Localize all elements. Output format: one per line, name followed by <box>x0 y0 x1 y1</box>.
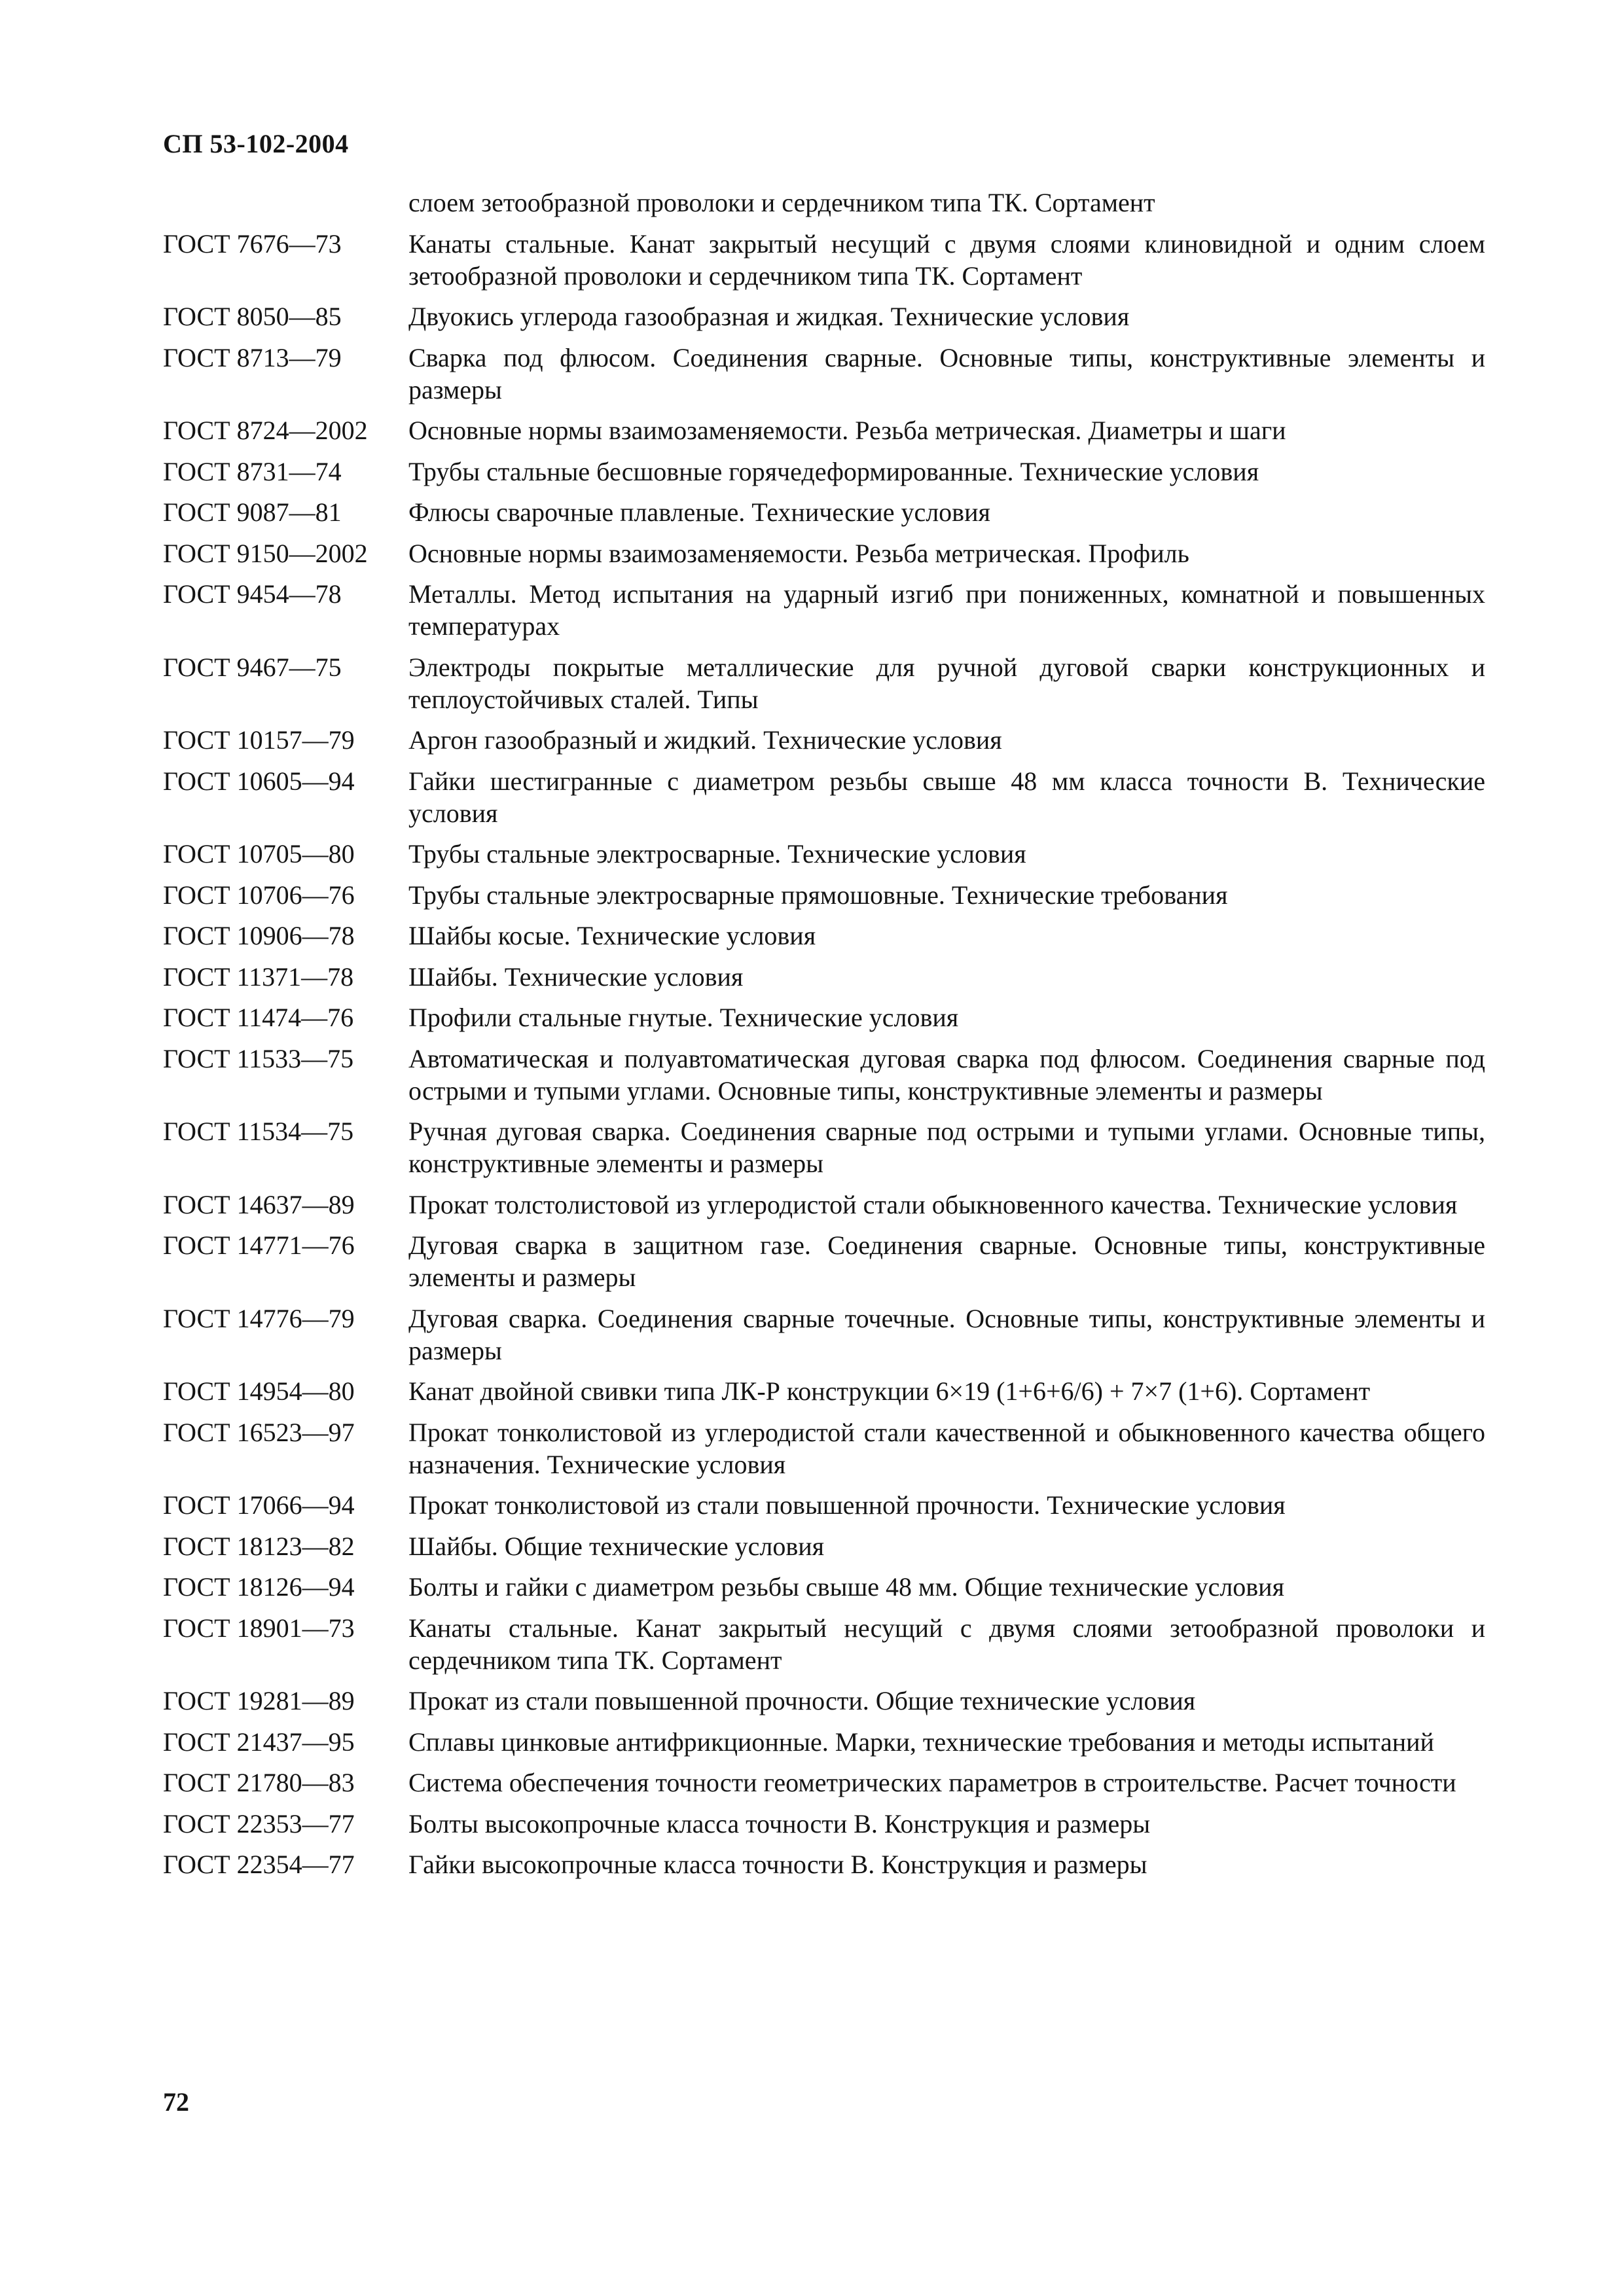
reference-title: Трубы стальные электросварные. Технические условия <box>408 839 1026 869</box>
reference-code: ГОСТ 10706—76 <box>163 880 355 910</box>
reference-row <box>163 414 1485 446</box>
reference-row <box>163 1685 1485 1717</box>
reference-code: ГОСТ 22353—77 <box>163 1808 355 1839</box>
reference-code: ГОСТ 9150—2002 <box>163 538 368 568</box>
reference-title: Дуговая сварка в защитном газе. Соединения сварные. Основные типы, конструктивные элементы и размеры <box>408 1230 1485 1292</box>
reference-code: ГОСТ 9087—81 <box>163 497 342 527</box>
reference-row <box>163 537 1485 569</box>
reference-code: ГОСТ 18123—82 <box>163 1531 355 1561</box>
reference-code: ГОСТ 7676—73 <box>163 228 342 259</box>
reference-row <box>163 1571 1485 1603</box>
reference-code: ГОСТ 11474—76 <box>163 1003 354 1032</box>
reference-title: Двуокись углерода газообразная и жидкая. Технические условия <box>408 302 1130 331</box>
reference-title: Канаты стальные. Канат закрытый несущий с двумя слоями клиновидной и одним слоем зетообразной проволоки и сердечником типа ТК. Сортамент <box>408 228 1485 291</box>
reference-title: Шайбы. Общие технические условия <box>408 1531 825 1561</box>
continuation-row <box>163 187 1485 219</box>
reference-row <box>163 1302 1485 1367</box>
reference-code: ГОСТ 11534—75 <box>163 1117 354 1146</box>
reference-row <box>163 765 1485 829</box>
reference-code: ГОСТ 8724—2002 <box>163 416 368 445</box>
reference-title: Канаты стальные. Канат закрытый несущий с двумя слоями зетообразной проволоки и сердечником типа ТК. Сортамент <box>408 1613 1485 1675</box>
references-list <box>163 187 1485 1890</box>
reference-row <box>163 228 1485 292</box>
reference-row <box>163 1489 1485 1521</box>
reference-row <box>163 496 1485 528</box>
reference-row <box>163 456 1485 488</box>
reference-row <box>163 724 1485 756</box>
reference-title: Дуговая сварка. Соединения сварные точечные. Основные типы, конструктивные элементы и размеры <box>408 1303 1485 1365</box>
reference-row <box>163 1530 1485 1562</box>
reference-code: ГОСТ 18901—73 <box>163 1613 355 1643</box>
reference-code: ГОСТ 17066—94 <box>163 1490 355 1520</box>
reference-row <box>163 961 1485 993</box>
reference-title: Прокат толстолистовой из углеродистой стали обыкновенного качества. Технические условия <box>408 1189 1458 1219</box>
reference-title: Прокат тонколистовой из углеродистой стали качественной и обыкновенного качества общего назначения. Технические условия <box>408 1417 1485 1479</box>
reference-row <box>163 1043 1485 1107</box>
document-code-header: СП 53-102-2004 <box>163 129 349 158</box>
reference-code: ГОСТ 8050—85 <box>163 302 342 331</box>
reference-code: ГОСТ 10705—80 <box>163 839 355 869</box>
reference-row <box>163 1001 1485 1033</box>
reference-title: Металлы. Метод испытания на ударный изгиб при пониженных, комнатной и повышенных температурах <box>408 579 1485 641</box>
reference-code: ГОСТ 19281—89 <box>163 1686 355 1715</box>
reference-code: ГОСТ 22354—77 <box>163 1850 355 1879</box>
reference-code: ГОСТ 18126—94 <box>163 1572 355 1602</box>
reference-row <box>163 838 1485 870</box>
reference-title: Прокат тонколистовой из стали повышенной прочности. Технические условия <box>408 1490 1286 1520</box>
reference-row <box>163 1416 1485 1480</box>
reference-row <box>163 1808 1485 1840</box>
reference-code: ГОСТ 14954—80 <box>163 1376 355 1406</box>
reference-title: Болты и гайки с диаметром резьбы свыше 48 мм. Общие технические условия <box>408 1572 1284 1602</box>
reference-code: ГОСТ 11371—78 <box>163 961 354 992</box>
reference-title: Сплавы цинковые антифрикционные. Марки, технические требования и методы испытаний <box>408 1727 1434 1757</box>
reference-row <box>163 920 1485 952</box>
reference-code: ГОСТ 9467—75 <box>163 652 342 682</box>
reference-row <box>163 300 1485 332</box>
reference-row <box>163 1189 1485 1221</box>
reference-title: Флюсы сварочные плавленые. Технические условия <box>408 497 990 527</box>
continuation-text: слоем зетообразной проволоки и сердечником типа ТК. Сортамент <box>408 188 1155 217</box>
reference-code: ГОСТ 10605—94 <box>163 766 355 796</box>
reference-code: ГОСТ 9454—78 <box>163 579 342 609</box>
reference-title: Шайбы. Технические условия <box>408 961 744 992</box>
reference-title: Прокат из стали повышенной прочности. Общие технические условия <box>408 1686 1196 1715</box>
reference-row <box>163 342 1485 406</box>
reference-code: ГОСТ 21780—83 <box>163 1768 355 1797</box>
reference-row <box>163 1375 1485 1407</box>
reference-code: ГОСТ 14637—89 <box>163 1189 355 1219</box>
reference-title: Трубы стальные бесшовные горячедеформированные. Технические условия <box>408 456 1259 486</box>
reference-code: ГОСТ 21437—95 <box>163 1727 355 1757</box>
reference-row <box>163 1848 1485 1880</box>
reference-title: Гайки шестигранные с диаметром резьбы свыше 48 мм класса точности В. Технические условия <box>408 766 1485 828</box>
reference-row <box>163 578 1485 642</box>
reference-title: Аргон газообразный и жидкий. Технические условия <box>408 725 1002 755</box>
reference-title: Система обеспечения точности геометрических параметров в строительстве. Расчет точности <box>408 1768 1456 1797</box>
reference-row <box>163 1726 1485 1758</box>
reference-row <box>163 651 1485 715</box>
reference-code: ГОСТ 14776—79 <box>163 1303 355 1333</box>
reference-title: Трубы стальные электросварные прямошовные. Технические требования <box>408 880 1228 910</box>
reference-title: Автоматическая и полуавтоматическая дуговая сварка под флюсом. Соединения сварные под острыми и тупыми углами. Основные типы, конструктивные элементы и размеры <box>408 1043 1485 1105</box>
reference-title: Сварка под флюсом. Соединения сварные. Основные типы, конструктивные элементы и размеры <box>408 342 1485 404</box>
reference-title: Ручная дуговая сварка. Соединения сварные под острыми и тупыми углами. Основные типы, конструктивные элементы и размеры <box>408 1117 1485 1178</box>
reference-title: Шайбы косые. Технические условия <box>408 921 816 950</box>
page-number: 72 <box>163 2087 189 2117</box>
reference-code: ГОСТ 10157—79 <box>163 725 355 755</box>
reference-code: ГОСТ 8713—79 <box>163 342 342 372</box>
continuation-spacer <box>163 187 408 219</box>
reference-title: Основные нормы взаимозаменяемости. Резьба метрическая. Профиль <box>408 538 1189 568</box>
reference-title: Болты высокопрочные класса точности В. Конструкция и размеры <box>408 1808 1151 1839</box>
reference-code: ГОСТ 14771—76 <box>163 1230 355 1260</box>
reference-code: ГОСТ 8731—74 <box>163 456 342 486</box>
reference-code: ГОСТ 16523—97 <box>163 1417 355 1447</box>
reference-code: ГОСТ 10906—78 <box>163 921 355 950</box>
reference-title: Канат двойной свивки типа ЛК-Р конструкции 6×19 (1+6+6/6) + 7×7 (1+6). Сортамент <box>408 1376 1371 1406</box>
reference-row <box>163 1229 1485 1293</box>
reference-title: Электроды покрытые металлические для ручной дуговой сварки конструкционных и теплоустойчивых сталей. Типы <box>408 652 1485 714</box>
reference-rows <box>163 228 1485 1881</box>
reference-title: Основные нормы взаимозаменяемости. Резьба метрическая. Диаметры и шаги <box>408 416 1286 445</box>
reference-title: Профили стальные гнутые. Технические условия <box>408 1003 959 1032</box>
reference-row <box>163 879 1485 911</box>
reference-code: ГОСТ 11533—75 <box>163 1043 354 1073</box>
reference-row <box>163 1115 1485 1179</box>
reference-row <box>163 1612 1485 1676</box>
reference-title: Гайки высокопрочные класса точности В. Конструкция и размеры <box>408 1850 1147 1879</box>
reference-row <box>163 1767 1485 1799</box>
